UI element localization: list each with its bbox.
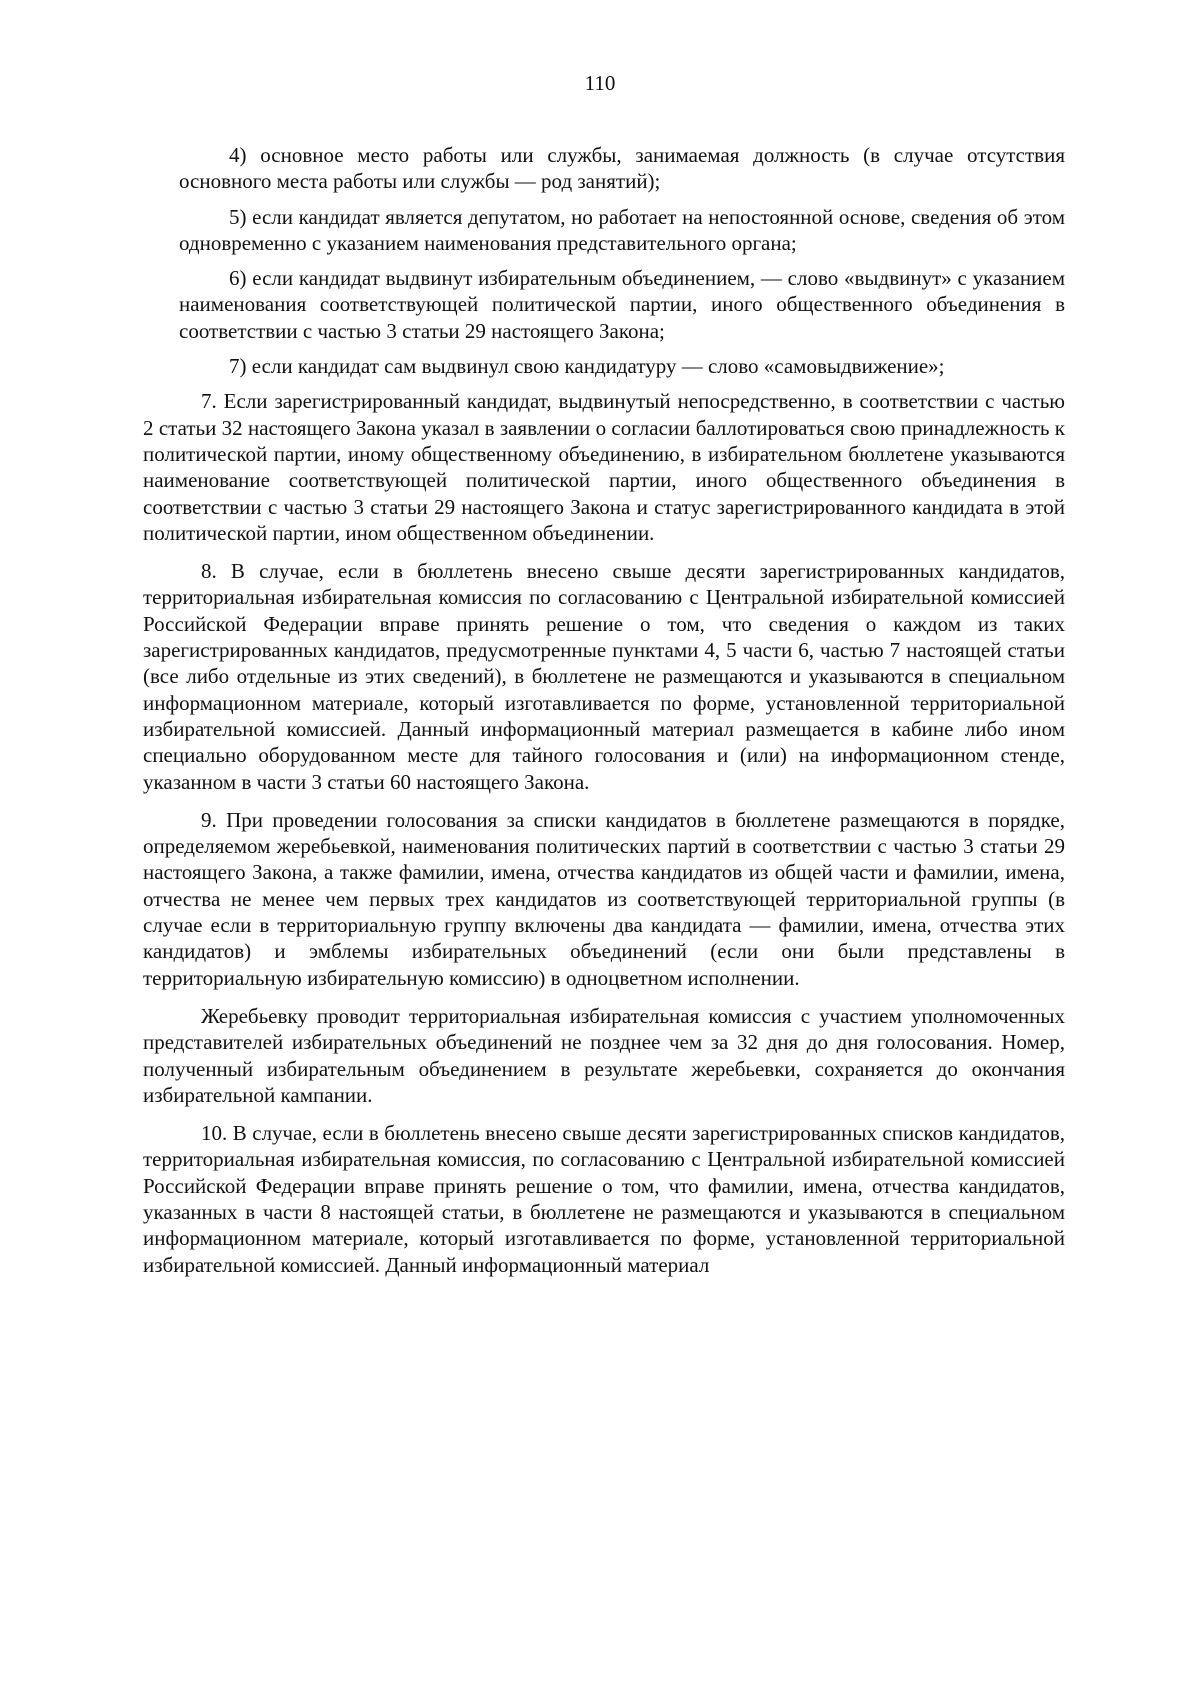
- section-7-paragraph: 7. Если зарегистрированный кандидат, выдвинутый непосредственно, в соответствии с частью 2 статьи 32 настоящего Закона указал в заявлении о согласии баллотироваться свою принадлежность к политической партии, иному общественному объединению, в избирательном бюллетене указываются наименование соответствующей политической партии, иного общественного объединения в соответствии с частью 3 статьи 29 настоящего Закона и статус зарегистрированного кандидата в этой политической партии, ином общественном объединении.: [143, 389, 1065, 545]
- section-9-continuation-paragraph: Жеребьевку проводит территориальная избирательная комиссия с участием уполномоченных представителей избирательных объединений не позднее чем за 32 дня до дня голосования. Номер, полученный избирательным объединением в результате жеребьевки, сохраняется до окончания избирательной кампании.: [143, 1003, 1065, 1107]
- item-4-paragraph: 4) основное место работы или службы, занимаемая должность (в случае отсутствия основного места работы или службы — род занятий);: [179, 143, 1065, 194]
- item-6-paragraph: 6) если кандидат выдвинут избирательным объединением, — слово «выдвинут» с указанием наименования соответствующей политической партии, иного общественного объединения в соответствии с частью 3 статьи 29 настоящего Закона;: [179, 266, 1065, 343]
- item-5-paragraph: 5) если кандидат является депутатом, но работает на непостоянной основе, сведения об этом одновременно с указанием наименования представительного органа;: [179, 204, 1065, 255]
- section-9-paragraph: 9. При проведении голосования за списки кандидатов в бюллетене размещаются в порядке, определяемом жеребьевкой, наименования политических партий в соответствии с частью 3 статьи 29 настоящего Закона, а также фамилии, имена, отчества кандидатов из общей части и фамилии, имена, отчества не менее чем первых трех кандидатов из соответствующей территориальной группы (в случае если в территориальную группу включены два кандидата — фамилии, имена, отчества этих кандидатов) и эмблемы избирательных объединений (если они были представлены в территориальную избирательную комиссию) в одноцветном исполнении.: [143, 807, 1065, 990]
- item-7-paragraph: 7) если кандидат сам выдвинул свою кандидатуру — слово «самовыдвижение»;: [229, 354, 945, 379]
- section-10-paragraph: 10. В случае, если в бюллетень внесено свыше десяти зарегистрированных списков кандидатов, территориальная избирательная комиссия, по согласованию с Центральной избирательной комиссией Российской Федерации вправе принять решение о том, что фамилии, имена, отчества кандидатов, указанных в части 8 настоящей статьи, в бюллетене не размещаются и указываются в специальном информационном материале, который изготавливается по форме, установленной территориальной избирательной комиссией. Данный информационный материал: [143, 1121, 1065, 1277]
- section-8-paragraph: 8. В случае, если в бюллетень внесено свыше десяти зарегистрированных кандидатов, территориальная избирательная комиссия по согласованию с Центральной избирательной комиссией Российской Федерации вправе принять решение о том, что сведения о каждом из таких зарегистрированных кандидатов, предусмотренные пунктами 4, 5 части 6, частью 7 настоящей статьи (все либо отдельные из этих сведений), в бюллетене не размещаются и указываются в специальном информационном материале, который изготавливается по форме, установленной территориальной избирательной комиссией. Данный информационный материал размещается в кабине либо ином специально оборудованном месте для тайного голосования и (или) на информационном стенде, указанном в части 3 статьи 60 настоящего Закона.: [143, 559, 1065, 794]
- page-number: 110: [584, 71, 616, 95]
- document-body: [143, 142, 1065, 1290]
